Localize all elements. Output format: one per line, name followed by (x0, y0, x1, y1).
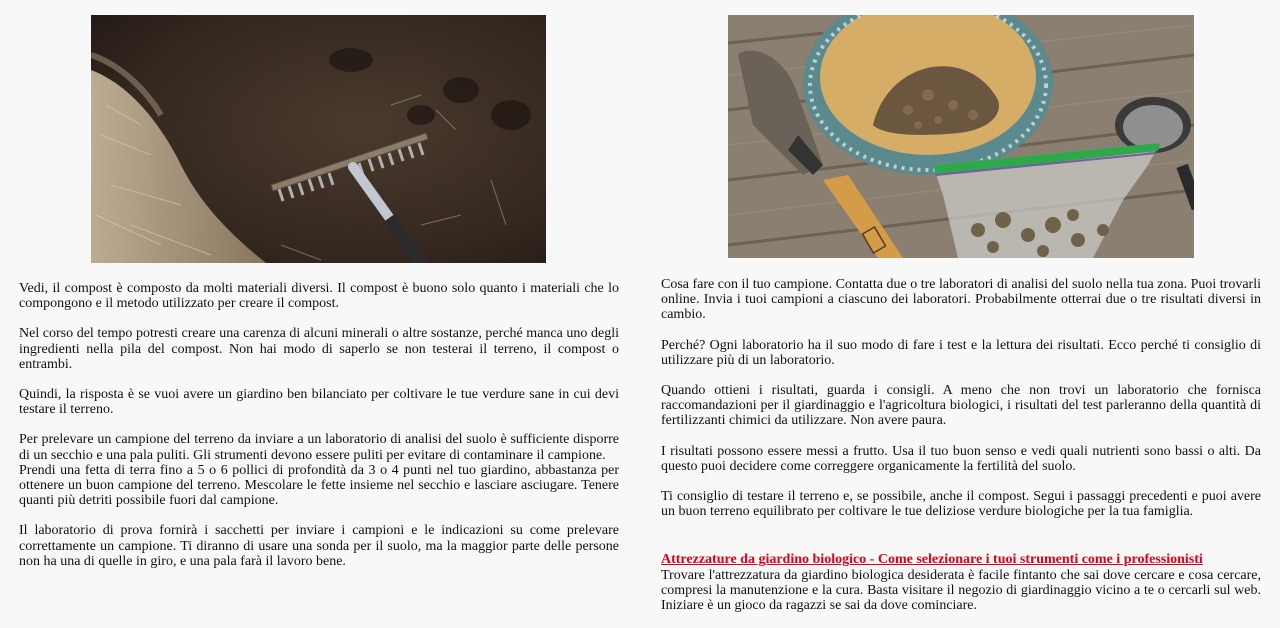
paragraph: Per prelevare un campione del terreno da inviare a un laboratorio di analisi del suolo è sufficiente disporre di un secchio e una pala puliti. Gli strumenti devono essere puliti per evitare di contaminare il campione. (19, 432, 619, 463)
related-article-summary: Trovare l'attrezzatura da giardino biologica desiderata è facile fintanto che sai dove cercare e cosa cercare, compresi la manutenzione e la cura. Basta visitare il negozio di giardinaggio vicino a te o cercarli sul web. Iniziare è un gioco da ragazzi se sai da dove cominciare. (661, 567, 1261, 614)
paragraph: Vedi, il compost è composto da molti materiali diversi. Il compost è buono solo quanto i materiali che lo compongono e il metodo utilizzato per creare il compost. (19, 281, 619, 312)
paragraph: Il laboratorio di prova fornirà i sacchetti per inviare i campioni e le indicazioni su come prelevare correttamente un campione. Ti diranno di usare una sonda per il suolo, ma la maggior parte delle persone non ha una di quelle in giro, e una pala farà il lavoro bene. (19, 523, 619, 569)
right-article-text (661, 277, 1261, 628)
paragraph: Quando ottieni i risultati, guarda i consigli. A meno che non trovi un laboratorio che fornisca raccomandazioni per il giardinaggio e l'agricoltura biologici, i risultati del test parleranno della quantità di fertilizzanti chimici da utilizzare. Non avere paura. (661, 383, 1261, 429)
paragraph: Quindi, la risposta è se vuoi avere un giardino ben bilanciato per coltivare le tue verdure sane in cui devi testare il terreno. (19, 387, 619, 418)
paragraph: Nel corso del tempo potresti creare una carenza di alcuni minerali o altre sostanze, perché manca uno degli ingredienti nella pila del compost. Non hai modo di saperlo se non testerai il terreno, il compost o entrambi. (19, 326, 619, 372)
paragraph: Ti consiglio di testare il terreno e, se possibile, anche il compost. Segui i passaggi precedenti e puoi avere un buon terreno equilibrato per coltivare le tue deliziose verdure biologiche per la tua famiglia. (661, 489, 1261, 520)
paragraph: I risultati possono essere messi a frutto. Usa il tuo buon senso e vedi quali nutrienti sono bassi o alti. Da questo puoi decidere come correggere organicamente la fertilità del suolo. (661, 443, 1261, 474)
paragraph: Prendi una fetta di terra fino a 5 o 6 pollici di profondità da 3 o 4 punti nel tuo giardino, abbastanza per ottenere un buon campione del terreno. Mescolare le fette insieme nel secchio e lasciare asciugare. Tenere quanti più detriti possibile fuori dal campione. (19, 462, 619, 509)
soil-sample-image (728, 15, 1194, 258)
soil-sample-photo (728, 15, 1194, 258)
compost-rake-image (91, 15, 546, 263)
paragraph: Perché? Ogni laboratorio ha il suo modo di fare i test e la lettura dei risultati. Ecco perché ti consiglio di utilizzare più di un laboratorio. (661, 337, 1261, 368)
paragraph: Cosa fare con il tuo campione. Contatta due o tre laboratori di analisi del suolo nella tua zona. Puoi trovarli online. Invia i tuoi campioni a ciascuno dei laboratori. Probabilmente otterrai due o tre risultati diversi in cambio. (661, 277, 1261, 323)
related-article-link[interactable]: Attrezzature da giardino biologico - Come selezionare i tuoi strumenti come i professionisti (661, 552, 1203, 568)
compost-rake-photo (91, 15, 546, 263)
left-article-text (19, 281, 619, 584)
